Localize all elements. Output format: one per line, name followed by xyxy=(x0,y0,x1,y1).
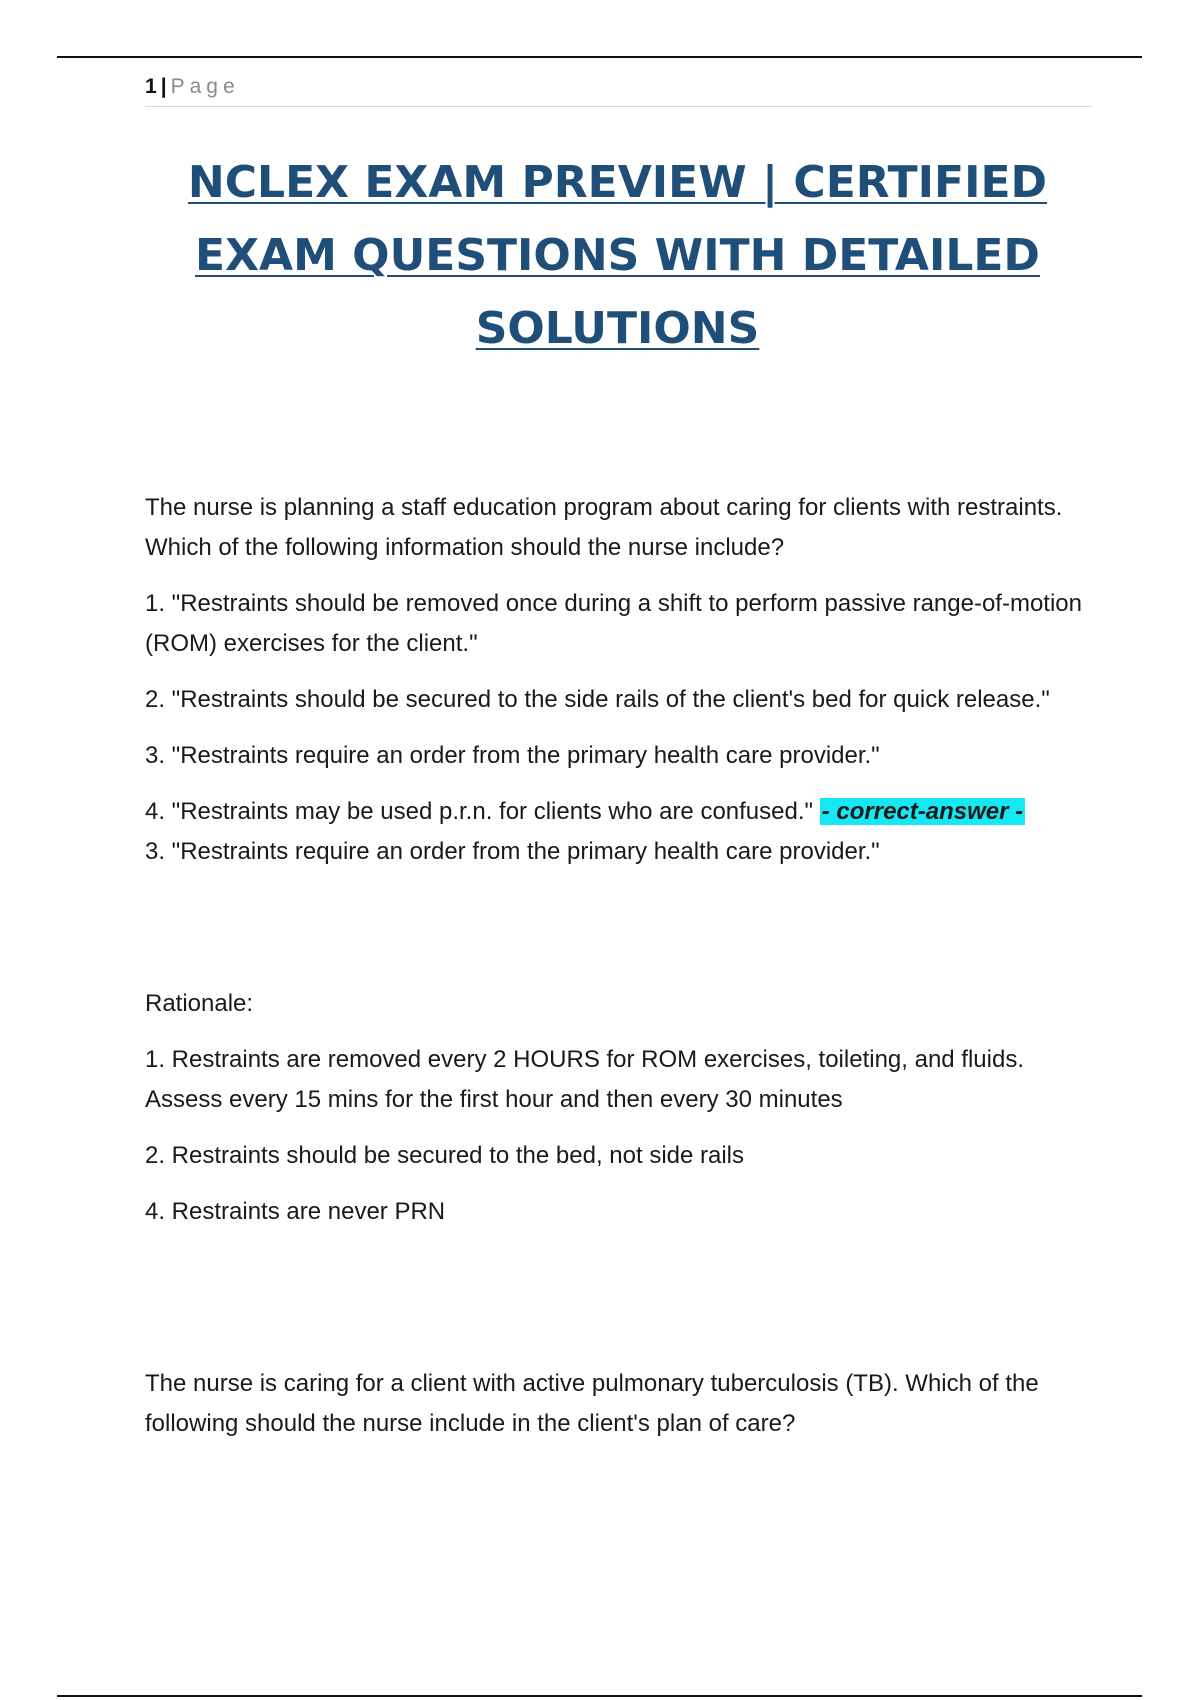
question-stem: The nurse is caring for a client with active pulmonary tuberculosis (TB). Which of the following should the nurse include in the client's plan of care? xyxy=(145,1370,1039,1437)
rationale-section xyxy=(145,984,1095,1248)
page-number: 1 xyxy=(145,75,157,98)
option-4-line xyxy=(145,792,1095,832)
rationale-item-1: 1. Restraints are removed every 2 HOURS for ROM exercises, toileting, and fluids. Assess every 15 mins for the first hour and then every 30 minutes xyxy=(145,1046,1024,1113)
document-title: NCLEX EXAM PREVIEW | CERTIFIED EXAM QUESTIONS WITH DETAILED SOLUTIONS xyxy=(187,157,1048,354)
correct-answer: 3. "Restraints require an order from the primary health care provider." xyxy=(145,838,880,865)
question-2 xyxy=(145,1364,1095,1460)
option-4: 4. "Restraints may be used p.r.n. for clients who are confused." xyxy=(145,798,814,825)
correct-answer-marker: - correct-answer - xyxy=(821,798,1024,825)
question-stem: The nurse is planning a staff education program about caring for clients with restraints. Which of the following information should the nurse include? xyxy=(145,494,1063,561)
rationale-item-2: 2. Restraints should be secured to the bed, not side rails xyxy=(145,1142,745,1169)
page-separator: | xyxy=(160,75,167,98)
top-rule xyxy=(57,56,1142,58)
rationale-heading: Rationale: xyxy=(145,990,254,1017)
option-1: 1. "Restraints should be removed once during a shift to perform passive range-of-motion (ROM) exercises for the client." xyxy=(145,590,1082,657)
option-3: 3. "Restraints require an order from the primary health care provider." xyxy=(145,742,880,769)
question-1 xyxy=(145,488,1095,888)
rationale-item-3: 4. Restraints are never PRN xyxy=(145,1198,446,1225)
option-2: 2. "Restraints should be secured to the side rails of the client's bed for quick release." xyxy=(145,686,1050,713)
bottom-rule xyxy=(57,1695,1142,1697)
page-word: Page xyxy=(170,75,240,98)
page-header xyxy=(145,74,1092,107)
